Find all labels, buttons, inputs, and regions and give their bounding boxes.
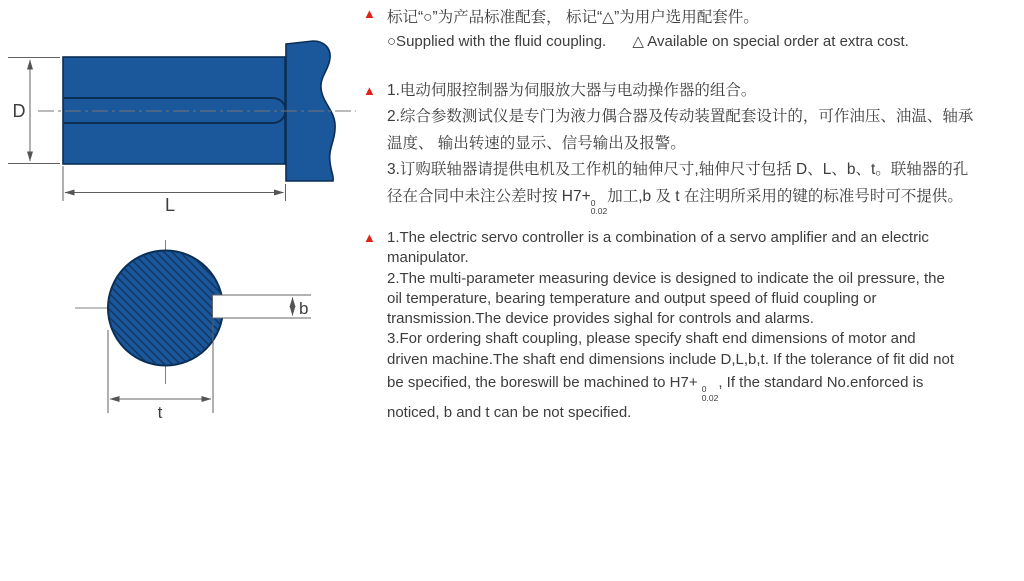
en-note-text: noticed, b and t can be not specified.	[387, 404, 632, 422]
en-note-text: be specified, the boreswill be machined to H7+	[387, 374, 702, 392]
tolerance-upper: 0	[701, 384, 707, 395]
en-note-line	[362, 248, 1024, 268]
tolerance-stack	[591, 199, 608, 216]
zh-note-text: 2.综合参数测试仪是专门为液力偶合器及传动装置配套设计的，可作油压、油温、轴承	[387, 108, 974, 126]
en-note-line	[362, 403, 1024, 423]
keyway-notch	[213, 295, 312, 318]
legend-line-zh	[362, 5, 1024, 30]
en-note-text: , If the standard No.enforced is	[718, 374, 924, 392]
shaft-section-hatch	[109, 252, 222, 365]
zh-note-line	[362, 157, 1024, 183]
warning-triangle-icon: ▲	[363, 83, 376, 98]
legend-text-zh: 标记“○”为产品标准配套， 标记“△”为用户选用配套件。	[387, 9, 759, 26]
en-note-text: driven machine.The shaft end dimensions include D,L,b,t. If the tolerance of fit did not	[387, 350, 954, 368]
tolerance-stack	[702, 385, 719, 402]
zh-note-text: 3.订购联轴器请提供电机及工作机的轴伸尺寸,轴伸尺寸包括 D、L、b、t。联轴器的孔	[387, 161, 969, 179]
shaft-dimension-diagram	[0, 0, 360, 440]
zh-note-line	[362, 131, 1024, 157]
zh-note-line-tolerance	[362, 184, 1024, 216]
shaft-side-view	[8, 41, 356, 215]
legend-line-en	[362, 31, 1024, 53]
d-label: D	[12, 101, 26, 121]
zh-note-line	[362, 78, 1024, 104]
en-note-line	[362, 350, 1024, 370]
zh-note-text: 加工,b 及 t 在注明所采用的键的标准号时可不提供。	[607, 187, 963, 205]
tolerance-lower: 0.02	[701, 392, 719, 403]
zh-note-text: 径在合同中未注公差时按 H7+	[387, 187, 591, 205]
en-note-text: manipulator.	[387, 249, 469, 267]
legend-block	[362, 5, 1024, 53]
en-note-line	[362, 329, 1024, 349]
tolerance-lower: 0.02	[590, 206, 608, 217]
legend-standard-en: ○Supplied with the fluid coupling.	[387, 33, 607, 50]
l-label: L	[164, 195, 176, 215]
warning-triangle-icon: ▲	[363, 230, 376, 245]
legend-optional-en: △ Available on special order at extra cost.	[632, 33, 909, 50]
en-note-line	[362, 269, 1024, 289]
b-label: b	[299, 299, 309, 318]
en-note-line	[362, 309, 1024, 329]
en-note-line-tolerance	[362, 373, 1024, 402]
en-note-line	[362, 289, 1024, 309]
en-note-line	[362, 228, 1024, 248]
warning-triangle-icon: ▲	[363, 6, 376, 21]
en-note-text: 2.The multi-parameter measuring device is designed to indicate the oil pressure, the	[387, 269, 945, 287]
notes-english-block	[362, 228, 1024, 423]
zh-note-text: 1.电动伺服控制器为伺服放大器与电动操作器的组合。	[387, 82, 757, 99]
t-label: t	[157, 403, 163, 422]
zh-note-line	[362, 104, 1024, 130]
shaft-section-view	[75, 240, 311, 422]
en-note-text: transmission.The device provides sighal for controls and alarms.	[387, 310, 814, 328]
en-note-text: 3.For ordering shaft coupling, please specify shaft end dimensions of motor and	[387, 330, 916, 348]
en-note-text: 1.The electric servo controller is a combination of a servo amplifier and an electric	[387, 229, 929, 246]
en-note-text: oil temperature, bearing temperature and output speed of fluid coupling or	[387, 289, 877, 307]
tolerance-upper: 0	[590, 197, 596, 208]
notes-chinese-block	[362, 78, 1024, 216]
zh-note-text: 温度、 输出转速的显示、信号输出及报警。	[387, 134, 686, 152]
